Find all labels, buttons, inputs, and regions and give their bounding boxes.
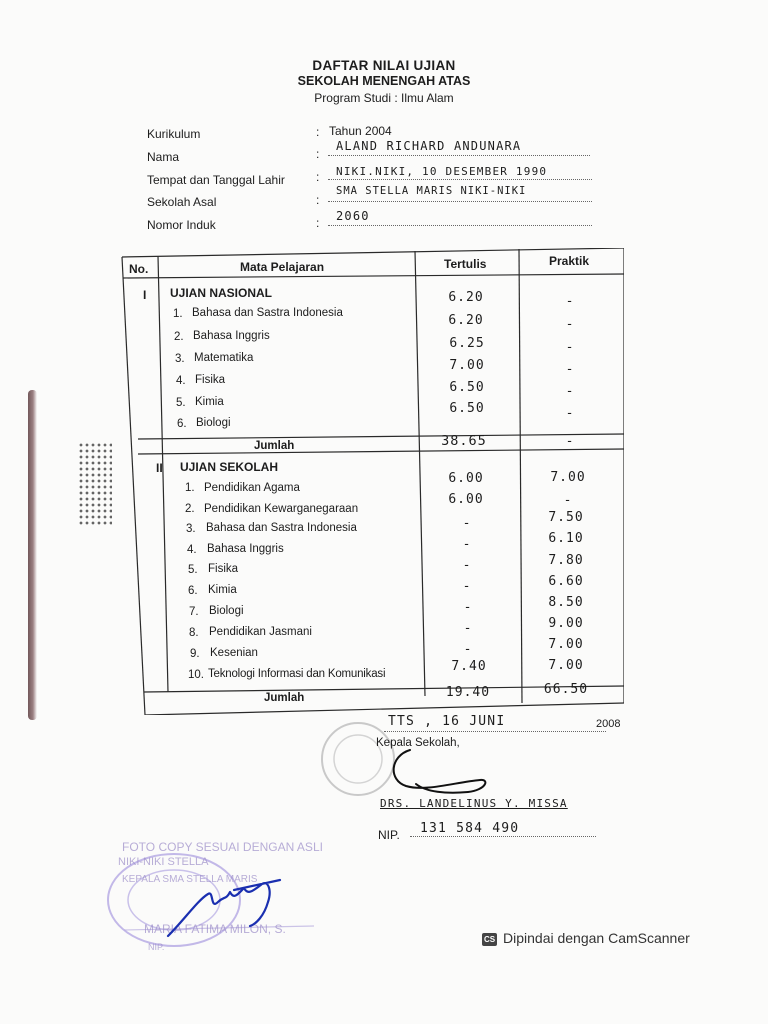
- certifier-signature: [164, 870, 304, 940]
- row-number: 4.: [176, 375, 186, 387]
- row-number: 5.: [176, 397, 186, 409]
- header-practical: Praktik: [549, 254, 590, 268]
- practical-score: 9.00: [548, 616, 584, 631]
- written-score: 6.50: [449, 380, 485, 395]
- practical-score: -: [565, 384, 575, 399]
- practical-total: -: [565, 434, 575, 449]
- written-score: -: [462, 558, 472, 573]
- written-total: 38.65: [441, 433, 487, 449]
- practical-score: 7.00: [548, 637, 584, 652]
- scan-edge-shadow: [28, 390, 37, 720]
- row-number: 2.: [185, 503, 195, 515]
- written-score: 7.00: [449, 358, 485, 373]
- header-no: No.: [129, 262, 149, 276]
- stamp-line: FOTO COPY SESUAI DENGAN ASLI: [122, 840, 323, 854]
- written-score: -: [463, 621, 473, 636]
- written-score: 6.00: [448, 471, 484, 486]
- curriculum-value: Tahun 2004: [329, 124, 392, 138]
- signature-year: 2008: [596, 718, 621, 730]
- written-score: 6.20: [448, 313, 484, 328]
- colon: :: [316, 193, 320, 207]
- row-number: 3.: [186, 523, 196, 535]
- section-number: II: [156, 461, 163, 475]
- stamp-line: NIP.: [148, 942, 165, 952]
- school-value: SMA STELLA MARIS NIKI-NIKI: [336, 185, 527, 197]
- header-written: Tertulis: [444, 257, 487, 271]
- row-subject: Kimia: [208, 584, 237, 596]
- written-score: 6.00: [448, 492, 484, 507]
- row-subject: Pendidikan Jasmani: [209, 626, 312, 638]
- nip-value: 131 584 490: [420, 821, 520, 836]
- dotted-line: [328, 201, 592, 202]
- principal-signature: [386, 746, 496, 798]
- row-number: 1.: [173, 308, 183, 320]
- total-label: Jumlah: [254, 440, 295, 452]
- colon: :: [316, 216, 320, 230]
- row-number: 5.: [188, 564, 198, 576]
- dotted-line: [410, 836, 596, 837]
- practical-score: -: [565, 406, 575, 421]
- nip-label: NIP.: [378, 828, 400, 842]
- dotted-line: [328, 225, 592, 226]
- row-number: 2.: [174, 331, 184, 343]
- camscanner-text: Dipindai dengan CamScanner: [503, 930, 690, 946]
- practical-score: -: [565, 362, 575, 377]
- row-number: 7.: [189, 606, 199, 618]
- section-title: UJIAN NASIONAL: [170, 286, 273, 300]
- signatory-name: DRS. LANDELINUS Y. MISSA: [380, 797, 568, 810]
- row-subject: Biologi: [209, 605, 244, 617]
- practical-score: 6.60: [548, 574, 584, 589]
- row-subject: Fisika: [208, 563, 239, 575]
- curriculum-label: Kurikulum: [147, 127, 201, 141]
- practical-score: 6.10: [548, 531, 584, 546]
- birth-label: Tempat dan Tanggal Lahir: [147, 173, 285, 187]
- row-number: 6.: [177, 418, 187, 430]
- practical-score: 7.80: [548, 553, 584, 568]
- student-id-value: 2060: [336, 209, 370, 223]
- camscanner-badge: [482, 930, 690, 946]
- section-number: I: [143, 288, 147, 302]
- practical-score: -: [565, 340, 575, 355]
- section-title: UJIAN SEKOLAH: [180, 460, 279, 474]
- name-label: Nama: [147, 150, 180, 164]
- written-score: 6.50: [449, 401, 485, 416]
- stamp-line: MARIA FATIMA MILON, S.: [144, 922, 286, 936]
- signatory-role: Kepala Sekolah,: [376, 737, 460, 749]
- colon: :: [316, 170, 320, 184]
- stamp-line: KEPALA SMA STELLA MARIS: [122, 874, 258, 885]
- document-subtitle: SEKOLAH MENENGAH ATAS: [297, 74, 471, 88]
- scan-punch-dots: [78, 442, 112, 526]
- school-label: Sekolah Asal: [147, 195, 217, 209]
- row-subject: Bahasa dan Sastra Indonesia: [192, 307, 343, 319]
- row-subject: Biologi: [196, 417, 231, 429]
- written-score: -: [462, 579, 472, 594]
- written-score: -: [462, 516, 472, 531]
- practical-score: 7.00: [548, 658, 584, 673]
- practical-score: -: [565, 294, 575, 309]
- grades-table: [118, 248, 624, 715]
- practical-score: -: [565, 317, 575, 332]
- row-number: 1.: [185, 482, 195, 494]
- dotted-line: [384, 731, 606, 732]
- document-title: DAFTAR NILAI UJIAN: [312, 58, 456, 73]
- study-program: Program Studi : Ilmu Alam: [314, 91, 454, 105]
- row-number: 8.: [189, 627, 199, 639]
- dotted-line: [328, 179, 592, 180]
- row-number: 4.: [187, 544, 197, 556]
- practical-score: 7.00: [550, 470, 586, 485]
- place-date: TTS , 16 JUNI: [388, 714, 506, 729]
- written-score: 7.40: [451, 659, 487, 674]
- written-score: -: [463, 642, 473, 657]
- row-subject: Pendidikan Agama: [204, 482, 300, 494]
- row-subject: Kimia: [195, 396, 224, 408]
- written-total: 19.40: [445, 685, 491, 700]
- birth-value: NIKI.NIKI, 10 DESEMBER 1990: [336, 165, 548, 178]
- written-score: -: [462, 537, 472, 552]
- written-score: -: [463, 600, 473, 615]
- name-value: ALAND RICHARD ANDUNARA: [336, 139, 522, 153]
- row-number: 6.: [188, 585, 198, 597]
- row-subject: Bahasa dan Sastra Indonesia: [206, 522, 357, 534]
- student-id-label: Nomor Induk: [147, 218, 216, 232]
- stamp-line: NIKI-NIKI STELLA: [118, 856, 209, 868]
- row-subject: Pendidikan Kewarganegaraan: [204, 503, 359, 515]
- row-number: 9.: [190, 648, 200, 660]
- written-score: 6.25: [449, 336, 485, 351]
- dotted-line: [328, 155, 590, 156]
- row-number: 10.: [188, 669, 204, 681]
- camscanner-icon: CS: [483, 935, 496, 944]
- row-subject: Matematika: [194, 352, 254, 364]
- row-subject: Bahasa Inggris: [193, 330, 270, 342]
- practical-score: 7.50: [548, 510, 584, 525]
- practical-score: -: [563, 493, 573, 508]
- practical-score: 8.50: [548, 595, 584, 610]
- row-number: 3.: [175, 353, 185, 365]
- colon: :: [316, 125, 320, 139]
- row-subject: Teknologi Informasi dan Komunikasi: [208, 668, 386, 680]
- practical-total: 66.50: [543, 682, 589, 697]
- certification-stamp: [104, 818, 324, 958]
- header-subject: Mata Pelajaran: [240, 260, 325, 274]
- colon: :: [316, 147, 320, 161]
- row-subject: Kesenian: [210, 647, 258, 659]
- total-label: Jumlah: [264, 692, 305, 704]
- written-score: 6.20: [448, 290, 484, 305]
- row-subject: Bahasa Inggris: [207, 543, 284, 555]
- row-subject: Fisika: [195, 374, 226, 386]
